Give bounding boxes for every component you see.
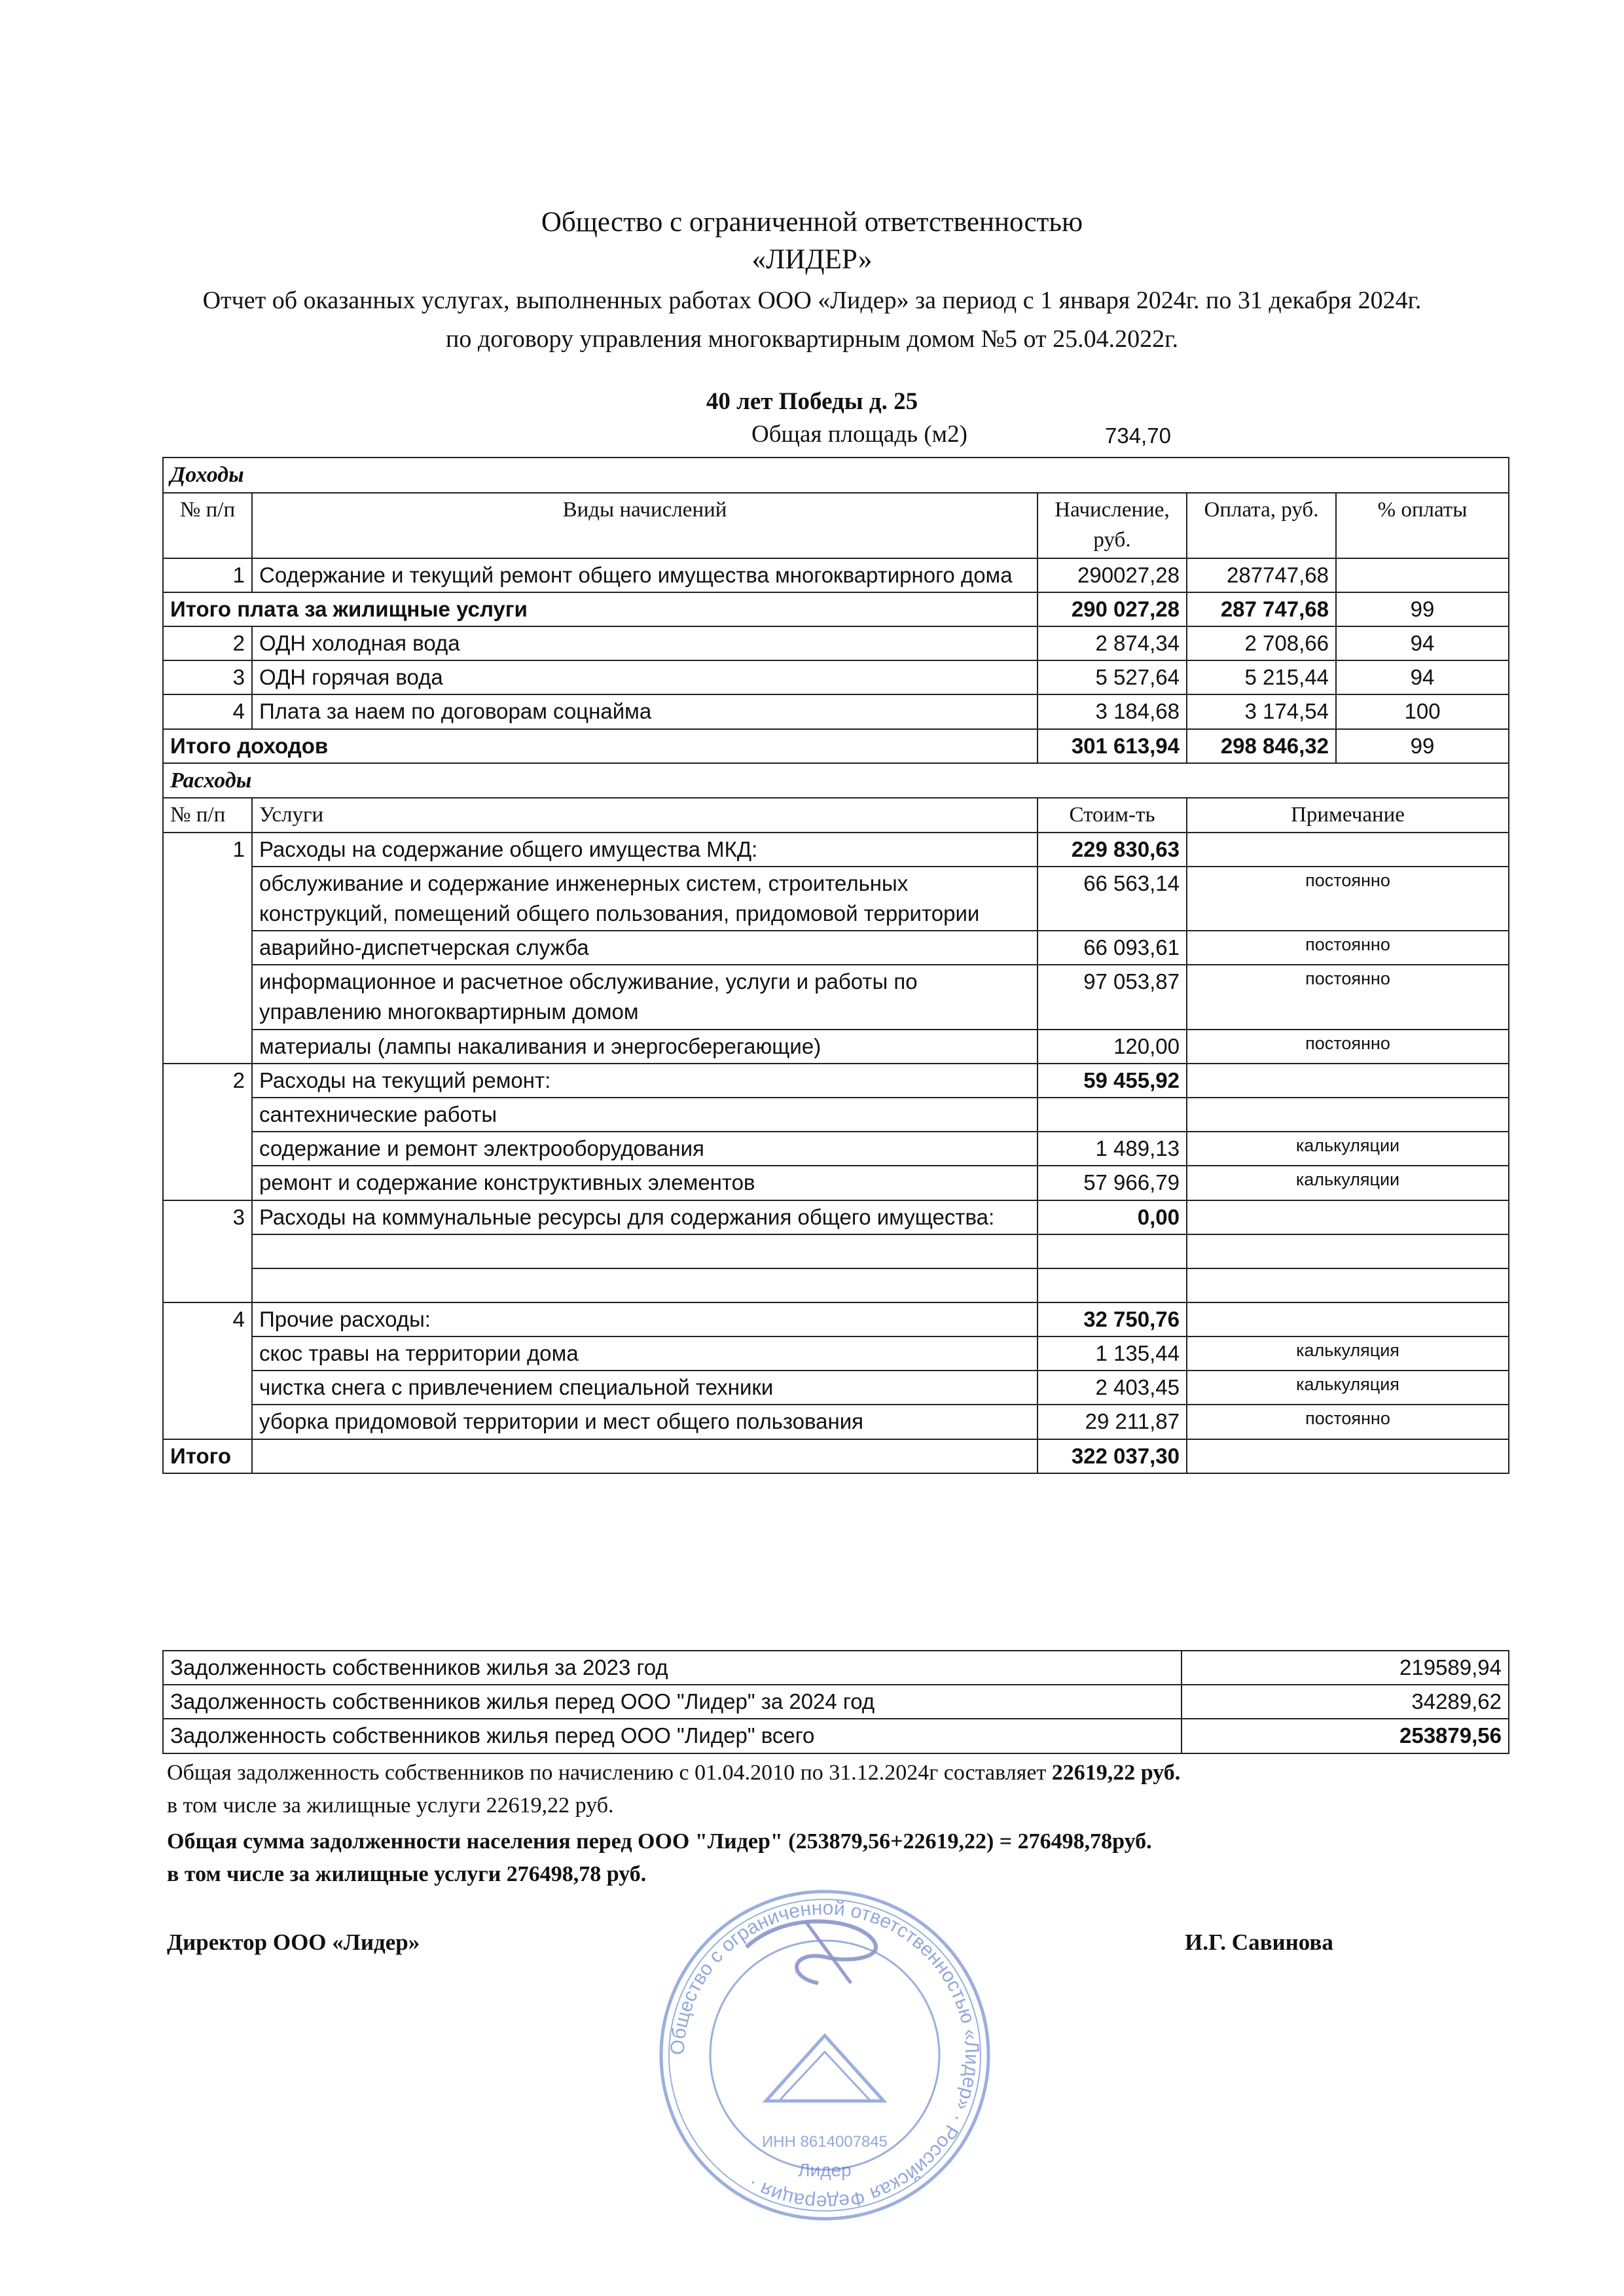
row-percent: [1336, 558, 1509, 592]
row-accrual: 3 184,68: [1038, 694, 1187, 728]
empty-cell: [1038, 1268, 1187, 1302]
income-total-accrual: 301 613,94: [1038, 729, 1187, 763]
expenses-col-note: Примечание: [1187, 798, 1509, 832]
expenses-header-row: [163, 798, 1509, 832]
item-cost: 57 966,79: [1038, 1166, 1187, 1200]
subtotal-label: Итого плата за жилищные услуги: [163, 592, 1038, 626]
item-name: аварийно-диспетчерская служба: [252, 931, 1038, 965]
housing-debt-line: в том числе за жилищные услуги 22619,22 руб.: [167, 1793, 614, 1818]
group-name: Расходы на текущий ремонт:: [252, 1064, 1038, 1098]
item-note: постоянно: [1187, 1405, 1509, 1439]
item-name: чистка снега с привлечением специальной техники: [252, 1371, 1038, 1405]
row-no: 4: [163, 694, 252, 728]
group-name: Прочие расходы:: [252, 1302, 1038, 1336]
stamp-ring-text: Общество с ограниченной ответственностью «Лидер» · Российская Федерация ·: [666, 1897, 983, 2214]
income-total-payment: 298 846,32: [1187, 729, 1336, 763]
expense-item-row: [163, 1098, 1509, 1132]
group-no: 3: [163, 1200, 252, 1302]
table-row: [163, 626, 1509, 660]
expenses-col-no: № п/п: [163, 798, 252, 832]
subtotal-accrual: 290 027,28: [1038, 592, 1187, 626]
total-debt-amount: 22619,22 руб.: [1051, 1761, 1181, 1785]
income-total-row: [163, 729, 1509, 763]
item-note: [1187, 1098, 1509, 1132]
expense-group-row: [163, 833, 1509, 867]
expense-group-row: [163, 1064, 1509, 1098]
empty-cell: [1187, 1268, 1509, 1302]
empty-cell: [1038, 1234, 1187, 1268]
table-row: [163, 660, 1509, 694]
income-col-percent: % оплаты: [1336, 493, 1509, 558]
expenses-col-cost: Стоим-ть: [1038, 798, 1187, 832]
group-cost: 59 455,92: [1038, 1064, 1187, 1098]
row-accrual: 5 527,64: [1038, 660, 1187, 694]
row-name: ОДН горячая вода: [252, 660, 1038, 694]
group-name: Расходы на коммунальные ресурсы для содержания общего имущества:: [252, 1200, 1038, 1234]
director-label: Директор ООО «Лидер»: [167, 1929, 420, 1955]
row-percent: 100: [1336, 694, 1509, 728]
debt-value: 219589,94: [1182, 1651, 1509, 1685]
group-note: [1187, 1064, 1509, 1098]
income-header-row: [163, 493, 1509, 558]
item-name: информационное и расчетное обслуживание, услуги и работы по управлению многоквартирным домом: [252, 965, 1038, 1029]
company-seal-stamp: [655, 1885, 995, 2225]
expense-item-row: [163, 1371, 1509, 1405]
expense-group-row: [163, 1302, 1509, 1336]
empty-cell: [252, 1234, 1038, 1268]
item-cost: 2 403,45: [1038, 1371, 1187, 1405]
item-cost: 97 053,87: [1038, 965, 1187, 1029]
item-cost: 1 135,44: [1038, 1336, 1187, 1371]
debt-label: Задолженность собственников жилья за 2023 год: [163, 1651, 1182, 1685]
row-name: Плата за наем по договорам соцнайма: [252, 694, 1038, 728]
income-total-percent: 99: [1336, 729, 1509, 763]
subtotal-percent: 99: [1336, 592, 1509, 626]
stamp-name: Лидер: [798, 2160, 852, 2180]
group-note: [1187, 833, 1509, 867]
group-cost: 229 830,63: [1038, 833, 1187, 867]
item-name: материалы (лампы накаливания и энергосберегающие): [252, 1030, 1038, 1064]
population-housing-debt-line: в том числе за жилищные услуги 276498,78 руб.: [167, 1862, 647, 1886]
expenses-section-row: [163, 763, 1509, 798]
item-cost: 66 563,14: [1038, 867, 1187, 931]
subtotal-row: [163, 592, 1509, 626]
item-note: постоянно: [1187, 1030, 1509, 1064]
debt-row: [163, 1685, 1509, 1719]
expense-item-row: [163, 1405, 1509, 1439]
row-percent: 94: [1336, 660, 1509, 694]
group-no: 4: [163, 1302, 252, 1439]
group-cost: 32 750,76: [1038, 1302, 1187, 1336]
expenses-section-title: Расходы: [163, 763, 1509, 798]
report-table: [162, 457, 1509, 1474]
item-note: калькуляции: [1187, 1132, 1509, 1166]
item-cost: 120,00: [1038, 1030, 1187, 1064]
item-note: калькуляция: [1187, 1371, 1509, 1405]
org-name-line1: Общество с ограниченной ответственностью: [541, 207, 1083, 238]
item-cost: 66 093,61: [1038, 931, 1187, 965]
empty-cell: [252, 1268, 1038, 1302]
expense-empty-row: [163, 1234, 1509, 1268]
empty-cell: [252, 1439, 1038, 1473]
total-debt-line: [167, 1761, 1180, 1785]
expense-item-row: [163, 965, 1509, 1029]
report-title-line1: Отчет об оказанных услугах, выполненных работах ООО «Лидер» за период с 1 января 2024г. по 31 декабря 2024г.: [202, 287, 1422, 314]
debt-table: [162, 1650, 1509, 1754]
expense-item-row: [163, 1132, 1509, 1166]
expense-item-row: [163, 931, 1509, 965]
population-debt-line: Общая сумма задолженности населения перед ООО "Лидер" (253879,56+22619,22) = 276498,78руб.: [167, 1829, 1152, 1854]
item-cost: 1 489,13: [1038, 1132, 1187, 1166]
item-note: калькуляция: [1187, 1336, 1509, 1371]
group-cost: 0,00: [1038, 1200, 1187, 1234]
area-value: 734,70: [1105, 423, 1171, 448]
table-row: [163, 558, 1509, 592]
debt-label: Задолженность собственников жилья перед ООО "Лидер" за 2024 год: [163, 1685, 1182, 1719]
item-name: сантехнические работы: [252, 1098, 1038, 1132]
expenses-total-row: [163, 1439, 1509, 1473]
item-note: постоянно: [1187, 867, 1509, 931]
income-col-type: Виды начислений: [252, 493, 1038, 558]
stamp-inn: ИНН 8614007845: [761, 2133, 888, 2151]
row-no: 3: [163, 660, 252, 694]
debt-row: [163, 1719, 1509, 1753]
row-payment: 5 215,44: [1187, 660, 1336, 694]
expenses-total-cost: 322 037,30: [1038, 1439, 1187, 1473]
debt-value: 34289,62: [1182, 1685, 1509, 1719]
income-total-label: Итого доходов: [163, 729, 1038, 763]
area-label: Общая площадь (м2): [751, 421, 967, 448]
income-col-accrual: Начисление, руб.: [1038, 493, 1187, 558]
item-name: уборка придомовой территории и мест общего пользования: [252, 1405, 1038, 1439]
income-section-title: Доходы: [163, 457, 1509, 493]
income-col-payment: Оплата, руб.: [1187, 493, 1336, 558]
report-title-line2: по договору управления многоквартирным домом №5 от 25.04.2022г.: [446, 325, 1178, 353]
item-name: содержание и ремонт электрооборудования: [252, 1132, 1038, 1166]
expense-item-row: [163, 1166, 1509, 1200]
table-row: [163, 694, 1509, 728]
row-name: Содержание и текущий ремонт общего имущества многоквартирного дома: [252, 558, 1038, 592]
row-payment: 3 174,54: [1187, 694, 1336, 728]
item-note: калькуляции: [1187, 1166, 1509, 1200]
empty-cell: [1187, 1234, 1509, 1268]
expense-item-row: [163, 1030, 1509, 1064]
expense-item-row: [163, 867, 1509, 931]
row-name: ОДН холодная вода: [252, 626, 1038, 660]
expense-item-row: [163, 1336, 1509, 1371]
debt-row: [163, 1651, 1509, 1685]
debt-value: 253879,56: [1182, 1719, 1509, 1753]
row-accrual: 290027,28: [1038, 558, 1187, 592]
item-note: постоянно: [1187, 931, 1509, 965]
item-cost: 29 211,87: [1038, 1405, 1187, 1439]
row-no: 1: [163, 558, 252, 592]
row-no: 2: [163, 626, 252, 660]
director-name: И.Г. Савинова: [1185, 1929, 1333, 1955]
group-note: [1187, 1302, 1509, 1336]
org-name-line2: «ЛИДЕР»: [751, 244, 873, 275]
item-name: обслуживание и содержание инженерных систем, строительных конструкций, помещений общего пользования, придомовой территории: [252, 867, 1038, 931]
total-debt-text: Общая задолженность собственников по начислению с 01.04.2010 по 31.12.2024г составляет: [167, 1761, 1052, 1785]
expense-group-row: [163, 1200, 1509, 1234]
item-note: постоянно: [1187, 965, 1509, 1029]
row-payment: 2 708,66: [1187, 626, 1336, 660]
row-accrual: 2 874,34: [1038, 626, 1187, 660]
building-address: 40 лет Победы д. 25: [706, 388, 918, 415]
income-col-no: № п/п: [163, 493, 252, 558]
row-payment: 287747,68: [1187, 558, 1336, 592]
item-cost: [1038, 1098, 1187, 1132]
empty-cell: [1187, 1439, 1509, 1473]
group-no: 1: [163, 833, 252, 1064]
item-name: скос травы на территории дома: [252, 1336, 1038, 1371]
subtotal-payment: 287 747,68: [1187, 592, 1336, 626]
group-note: [1187, 1200, 1509, 1234]
expenses-total-label: Итого: [163, 1439, 252, 1473]
group-name: Расходы на содержание общего имущества МКД:: [252, 833, 1038, 867]
row-percent: 94: [1336, 626, 1509, 660]
item-name: ремонт и содержание конструктивных элементов: [252, 1166, 1038, 1200]
group-no: 2: [163, 1064, 252, 1200]
expenses-col-service: Услуги: [252, 798, 1038, 832]
expense-empty-row: [163, 1268, 1509, 1302]
income-section-row: [163, 457, 1509, 493]
debt-label: Задолженность собственников жилья перед ООО "Лидер" всего: [163, 1719, 1182, 1753]
